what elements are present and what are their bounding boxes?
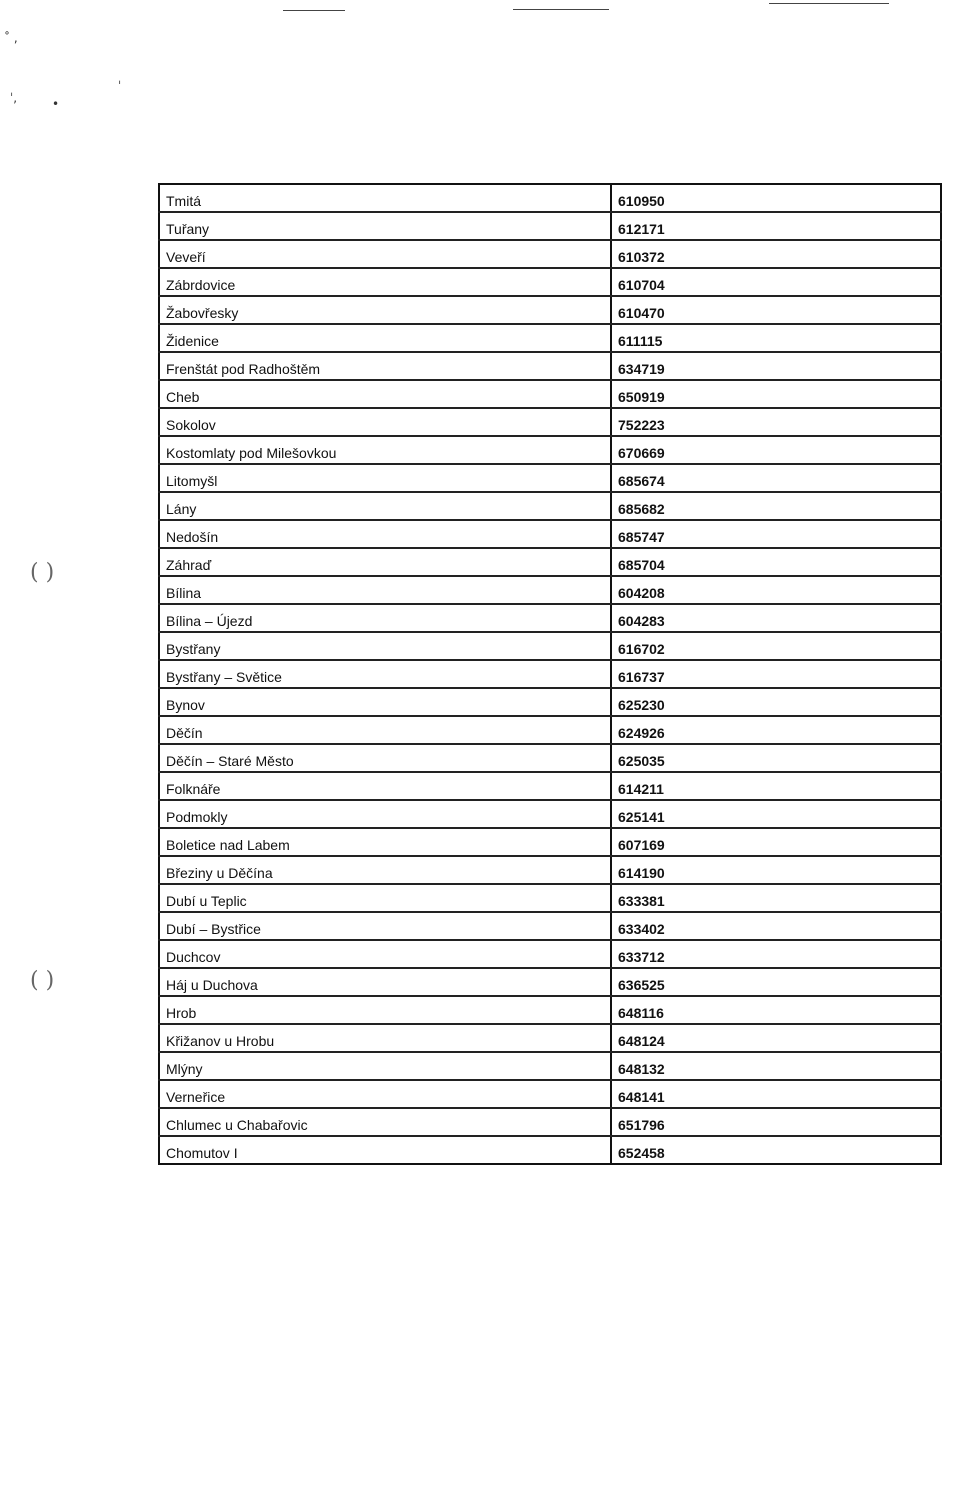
place-name-cell: Litomyšl [159, 464, 611, 492]
place-code-cell: 610372 [611, 240, 941, 268]
register-table-body [159, 184, 941, 1164]
place-name-cell: Verneřice [159, 1080, 611, 1108]
table-row [159, 884, 941, 912]
punch-hole-mark: ( ) [30, 968, 55, 993]
place-name-cell: Děčín [159, 716, 611, 744]
place-code-cell: 633381 [611, 884, 941, 912]
scan-rule-2 [513, 9, 609, 10]
place-name-cell: Cheb [159, 380, 611, 408]
table-row [159, 1136, 941, 1164]
scan-speck: ˈ [118, 79, 122, 93]
place-code-cell: 625141 [611, 800, 941, 828]
place-name-cell: Boletice nad Labem [159, 828, 611, 856]
place-name-cell: Sokolov [159, 408, 611, 436]
place-code-cell: 624926 [611, 716, 941, 744]
place-code-cell: 625035 [611, 744, 941, 772]
table-row [159, 576, 941, 604]
place-code-cell: 648132 [611, 1052, 941, 1080]
table-row [159, 968, 941, 996]
place-name-cell: Děčín – Staré Město [159, 744, 611, 772]
table-row [159, 800, 941, 828]
place-name-cell: Tuřany [159, 212, 611, 240]
place-code-cell: 611115 [611, 324, 941, 352]
place-code-cell: 650919 [611, 380, 941, 408]
table-row [159, 408, 941, 436]
table-row [159, 324, 941, 352]
table-row [159, 1080, 941, 1108]
table-row [159, 436, 941, 464]
place-name-cell: Háj u Duchova [159, 968, 611, 996]
place-code-cell: 670669 [611, 436, 941, 464]
place-name-cell: Dubí – Bystřice [159, 912, 611, 940]
table-row [159, 660, 941, 688]
place-code-cell: 612171 [611, 212, 941, 240]
table-row [159, 296, 941, 324]
place-code-cell: 685704 [611, 548, 941, 576]
place-code-cell: 633402 [611, 912, 941, 940]
place-name-cell: Záhraď [159, 548, 611, 576]
table-row [159, 828, 941, 856]
table-row [159, 520, 941, 548]
place-code-cell: 651796 [611, 1108, 941, 1136]
table-row [159, 268, 941, 296]
scan-speck: • [52, 97, 60, 111]
place-name-cell: Mlýny [159, 1052, 611, 1080]
place-code-cell: 616702 [611, 632, 941, 660]
table-row [159, 744, 941, 772]
table-row [159, 716, 941, 744]
table-row [159, 632, 941, 660]
cadastral-register-table [158, 183, 942, 1165]
place-name-cell: Dubí u Teplic [159, 884, 611, 912]
place-code-cell: 685674 [611, 464, 941, 492]
place-code-cell: 685747 [611, 520, 941, 548]
scan-rule-1 [283, 10, 345, 11]
place-code-cell: 685682 [611, 492, 941, 520]
place-code-cell: 614190 [611, 856, 941, 884]
place-code-cell: 610470 [611, 296, 941, 324]
table-row [159, 772, 941, 800]
table-row [159, 1108, 941, 1136]
place-name-cell: Chomutov I [159, 1136, 611, 1164]
table-row [159, 380, 941, 408]
scan-rule-3 [769, 3, 889, 4]
place-name-cell: Kostomlaty pod Milešovkou [159, 436, 611, 464]
place-name-cell: Chlumec u Chabařovic [159, 1108, 611, 1136]
place-name-cell: Podmokly [159, 800, 611, 828]
table-row [159, 604, 941, 632]
place-code-cell: 610704 [611, 268, 941, 296]
place-code-cell: 616737 [611, 660, 941, 688]
table-row [159, 548, 941, 576]
place-code-cell: 752223 [611, 408, 941, 436]
punch-hole-mark: ( ) [30, 560, 55, 585]
place-name-cell: Nedošín [159, 520, 611, 548]
place-code-cell: 604283 [611, 604, 941, 632]
table-row [159, 352, 941, 380]
place-code-cell: 652458 [611, 1136, 941, 1164]
place-name-cell: Hrob [159, 996, 611, 1024]
place-name-cell: Bílina – Újezd [159, 604, 611, 632]
place-name-cell: Žabovřesky [159, 296, 611, 324]
place-name-cell: Bystřany [159, 632, 611, 660]
place-name-cell: Zábrdovice [159, 268, 611, 296]
table-row [159, 492, 941, 520]
table-row [159, 184, 941, 212]
place-name-cell: Tmitá [159, 184, 611, 212]
table-row [159, 240, 941, 268]
place-code-cell: 604208 [611, 576, 941, 604]
table-row [159, 940, 941, 968]
table-row [159, 1052, 941, 1080]
place-name-cell: Bílina [159, 576, 611, 604]
table-row [159, 212, 941, 240]
place-code-cell: 648116 [611, 996, 941, 1024]
place-name-cell: Křižanov u Hrobu [159, 1024, 611, 1052]
table-row [159, 996, 941, 1024]
place-code-cell: 610950 [611, 184, 941, 212]
table-row [159, 688, 941, 716]
table-row [159, 464, 941, 492]
place-name-cell: Folknáře [159, 772, 611, 800]
place-name-cell: Veveří [159, 240, 611, 268]
place-name-cell: Bynov [159, 688, 611, 716]
place-code-cell: 633712 [611, 940, 941, 968]
table-row [159, 856, 941, 884]
place-code-cell: 607169 [611, 828, 941, 856]
place-name-cell: Duchcov [159, 940, 611, 968]
place-code-cell: 648124 [611, 1024, 941, 1052]
place-name-cell: Březiny u Děčína [159, 856, 611, 884]
table-row [159, 1024, 941, 1052]
scan-speck: ˚ , [4, 31, 18, 45]
place-name-cell: Frenštát pod Radhoštěm [159, 352, 611, 380]
place-name-cell: Židenice [159, 324, 611, 352]
place-code-cell: 634719 [611, 352, 941, 380]
place-name-cell: Lány [159, 492, 611, 520]
scan-speck: ˈ, [10, 91, 18, 105]
place-code-cell: 614211 [611, 772, 941, 800]
place-code-cell: 648141 [611, 1080, 941, 1108]
table-row [159, 912, 941, 940]
place-code-cell: 636525 [611, 968, 941, 996]
place-code-cell: 625230 [611, 688, 941, 716]
place-name-cell: Bystřany – Světice [159, 660, 611, 688]
